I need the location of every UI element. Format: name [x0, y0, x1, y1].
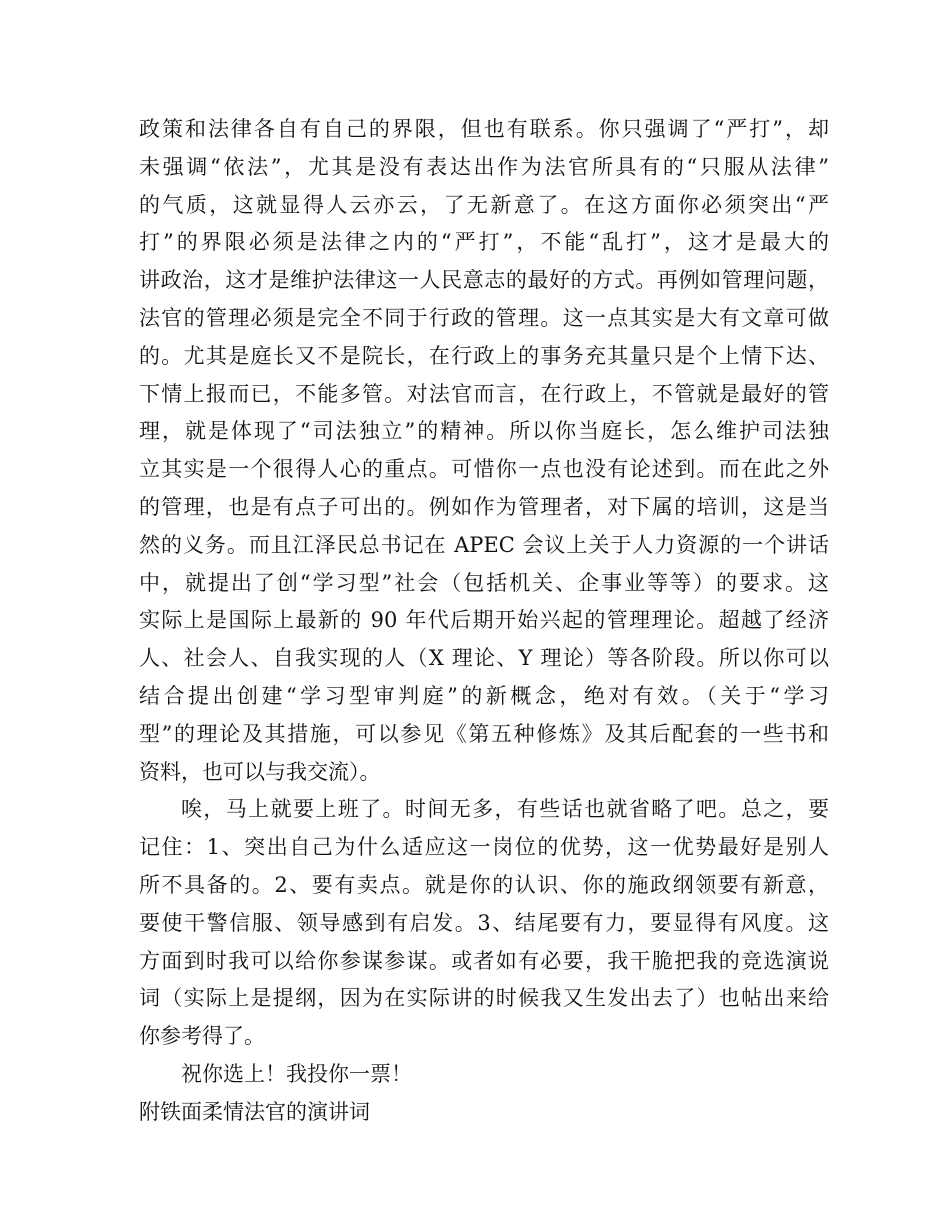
paragraph-1	[139, 111, 829, 791]
text-line: 实际上是国际上最新的 90 年代后期开始兴起的管理理论。超越了经济	[139, 608, 829, 633]
text-line: 要使干警信服、领导感到有启发。3、结尾要有力，要显得有风度。这	[139, 910, 829, 935]
text-line: 型”的理论及其措施，可以参见《第五种修炼》及其后配套的一些书和	[139, 721, 829, 746]
paragraph-2	[139, 791, 829, 1056]
text-line: 理，就是体现了“司法独立”的精神。所以你当庭长，怎么维护司法独	[139, 419, 829, 444]
text-line: 资料，也可以与我交流）。	[139, 759, 381, 784]
text-line: 下情上报而已，不能多管。对法官而言，在行政上，不管就是最好的管	[139, 381, 829, 406]
text-line: 方面到时我可以给你参谋参谋。或者如有必要，我干脆把我的竞选演说	[139, 948, 829, 973]
text-line: 唉，马上就要上班了。时间无多，有些话也就省略了吧。总之，要	[181, 797, 829, 822]
text-line: 的管理，也是有点子可出的。例如作为管理者，对下属的培训，这是当	[139, 494, 829, 519]
text-line: 然的义务。而且江泽民总书记在 APEC 会议上关于人力资源的一个讲话	[139, 532, 829, 557]
text-line: 所不具备的。2、要有卖点。就是你的认识、你的施政纲领要有新意，	[139, 872, 829, 897]
text-line: 记住：1、突出自己为什么适应这一岗位的优势，这一优势最好是别人	[139, 835, 829, 860]
text-line: 祝你选上！我投你一票！	[181, 1061, 412, 1086]
text-line: 中，就提出了创“学习型”社会（包括机关、企事业等等）的要求。这	[139, 570, 829, 595]
text-line: 政策和法律各自有自己的界限，但也有联系。你只强调了“严打”，却	[139, 117, 829, 141]
text-line: 的。尤其是庭长又不是院长，在行政上的事务充其量只是个上情下达、	[139, 343, 829, 368]
text-line: 未强调“依法”，尤其是没有表达出作为法官所具有的“只服从法律”	[139, 154, 829, 179]
text-line: 词（实际上是提纲，因为在实际讲的时候我又生发出去了）也帖出来给	[139, 986, 829, 1011]
text-line: 人、社会人、自我实现的人（X 理论、Y 理论）等各阶段。所以你可以	[139, 646, 829, 671]
text-line: 的气质，这就显得人云亦云，了无新意了。在这方面你必须突出“严	[139, 192, 829, 217]
document-body	[139, 111, 829, 1132]
text-line: 打”的界限必须是法律之内的“严打”，不能“乱打”，这才是最大的	[139, 230, 829, 255]
text-line: 立其实是一个很得人心的重点。可惜你一点也没有论述到。而在此之外	[139, 457, 829, 482]
text-line: 你参考得了。	[139, 1024, 265, 1049]
section-heading: 附铁面柔情法官的演讲词	[139, 1099, 370, 1124]
paragraph-3	[139, 1056, 829, 1094]
text-line: 讲政治，这才是维护法律这一人民意志的最好的方式。再例如管理问题，	[139, 268, 829, 293]
text-line: 结合提出创建“学习型审判庭”的新概念，绝对有效。（关于“学习	[139, 683, 829, 708]
text-line: 法官的管理必须是完全不同于行政的管理。这一点其实是大有文章可做	[139, 305, 829, 330]
